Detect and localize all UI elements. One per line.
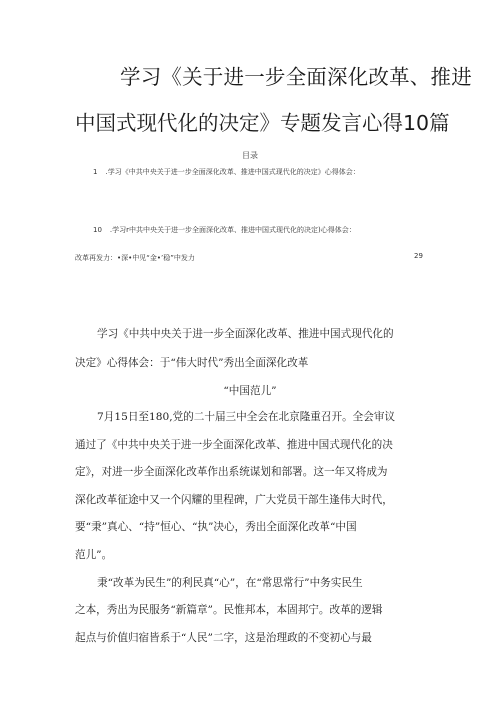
toc-page-number: 29 [414,252,423,260]
paragraph-line: 范儿”。 [75,549,113,561]
paragraph-line: 定》，对进一步全面深化改革作出系统谋划和部署。这一年又将成为 [75,466,388,478]
article-heading-line-1: 学习《中共中央关于进一步全面深化改革、推进中国式现代化的 [97,328,394,340]
toc-entry-text: .学习r中共中央关于进一步全面深化改革、推进中国式现代化的决定)心得体会： [109,226,356,234]
toc-entry-number: 10 [93,226,102,234]
toc-entry[interactable] [93,167,360,177]
paragraph-line: 起点与价值归宿皆系于“人民”二字，这是治理政的不变初心与最 [75,632,372,644]
toc-entry-continuation[interactable]: 改革再发力：•深•中见“金•’稳”中发力 [75,254,195,262]
toc-heading: 目录 [242,151,258,160]
toc-entry-number: 1 [93,168,98,176]
toc-entry[interactable] [93,225,356,235]
document-title-line-1: 学习《关于进一步全面深化改革、推进 [120,65,472,89]
paragraph-line: 秉“改革为民生”的利民真“心”，在“常思常行”中务实民生 [97,577,363,589]
paragraph-line: 7月15日至180,党的二十届三中全会在北京隆重召开。全会审议 [97,411,396,423]
toc-entry-text: .学习《中共中央关于进一步全面深化改革、推进中国式现代化的决定》心得体会： [105,168,360,176]
paragraph-line: 之本，秀出为民服务“新篇章”。民惟邦本，本固邦宁。改革的逻辑 [75,604,383,616]
paragraph-line: 要“秉”真心、“持”恒心、“执”决心，秀出全面深化改革“中国 [75,521,357,533]
article-heading-line-3: “中国范儿” [223,385,277,397]
article-heading-line-2: 决定》心得体会：于“伟大时代”秀出全面深化改革 [75,357,309,369]
paragraph-line: 通过了《中共中央关于进一步全面深化改革、推进中国式现代化的决 [75,439,393,451]
document-title-line-2: 中国式现代化的决定》专题发言心得10篇 [75,111,450,135]
paragraph-line: 深化改革征途中又一个闪耀的里程碑，广大党员干部生逢伟大时代， [75,494,393,506]
